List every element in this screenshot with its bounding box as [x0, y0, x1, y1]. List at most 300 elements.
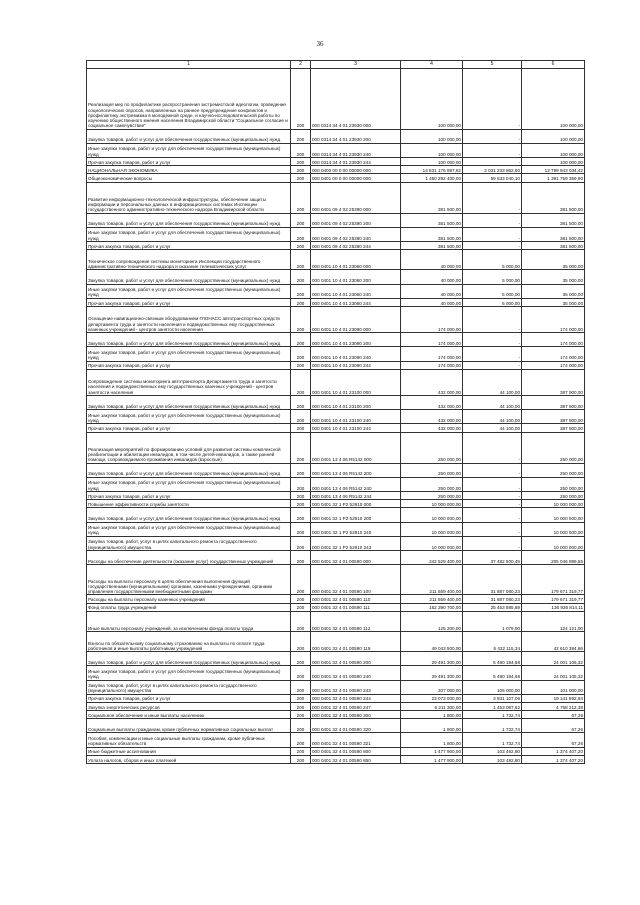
row-kbk: 000 0401 32 4 01 00590 300: [311, 711, 401, 719]
row-name: Прочая закупка товаров, работ и услуг: [87, 361, 291, 369]
row-code: 200: [291, 227, 311, 241]
row-plan: 29 491 300,00: [401, 652, 463, 666]
row-plan: 381 500,00: [401, 242, 463, 250]
row-code: 200: [291, 719, 311, 733]
row-kbk: 000 0401 10 4 01 23060 244: [311, 298, 401, 306]
row-remaining: 205 046 899,55: [522, 551, 585, 565]
row-remaining: 101 000,00: [522, 680, 585, 694]
row-code: 200: [291, 666, 311, 680]
table-row: [87, 603, 585, 611]
row-executed: 5 490 194,68: [463, 652, 522, 666]
row-kbk: 000 0401 32 4 01 00590 320: [311, 719, 401, 733]
row-kbk: 000 0401 10 4 01 23090 200: [311, 333, 401, 347]
row-remaining: 136 936 814,11: [522, 603, 585, 611]
row-remaining: 24 001 105,32: [522, 652, 585, 666]
table-row: [87, 129, 585, 143]
row-remaining: 1 374 407,20: [522, 755, 585, 763]
row-remaining: 10 000 000,00: [522, 508, 585, 522]
row-executed: -: [463, 129, 522, 143]
table-row: [87, 652, 585, 666]
row-plan: 10 000 000,00: [401, 536, 463, 550]
row-plan: 250 000,00: [401, 463, 463, 477]
row-name: Закупка товаров, работ и услуг для обеспечения государственных (муниципальных) нужд: [87, 213, 291, 227]
row-remaining: 100 000,00: [522, 143, 585, 157]
table-row: [87, 307, 585, 333]
row-plan: 1 450 292 400,00: [401, 174, 463, 182]
row-code: 200: [291, 595, 311, 603]
header-col-1: 1: [87, 61, 291, 69]
row-remaining: 67,26: [522, 711, 585, 719]
row-plan: 100 000,00: [401, 69, 463, 129]
header-col-5: 5: [463, 61, 522, 69]
table-row: [87, 250, 585, 270]
row-name: Закупка товаров, работ и услуг для обеспечения государственных (муниципальных) нужд: [87, 395, 291, 409]
row-kbk: 000 0401 32 4 01 00590 244: [311, 694, 401, 702]
row-plan: 40 000,00: [401, 284, 463, 298]
row-code: 200: [291, 424, 311, 432]
table-row: [87, 631, 585, 651]
row-name: Иные выплаты персоналу учреждений, за исключением фонда оплаты труда: [87, 611, 291, 631]
row-plan: 432 000,00: [401, 395, 463, 409]
table-row: [87, 213, 585, 227]
row-executed: -: [463, 463, 522, 477]
row-name: Иные закупки товаров, работ и услуг для обеспечения государственных (муниципальных) нужд: [87, 227, 291, 241]
row-kbk: 000 0401 32 4 01 00590 112: [311, 611, 401, 631]
row-kbk: 000 0401 13 4 06 R5142 240: [311, 477, 401, 491]
row-executed: 103 492,80: [463, 747, 522, 755]
row-code: 200: [291, 166, 311, 174]
row-code: 200: [291, 157, 311, 165]
row-executed: 59 533 040,10: [463, 174, 522, 182]
row-name: Закупка товаров, работ и услуг для обеспечения государственных (муниципальных) нужд: [87, 508, 291, 522]
row-executed: -: [463, 361, 522, 369]
row-remaining: 387 900,00: [522, 369, 585, 395]
row-code: 200: [291, 565, 311, 595]
row-remaining: 10 000 000,00: [522, 500, 585, 508]
row-remaining: 42 610 384,66: [522, 631, 585, 651]
row-plan: 1 800,00: [401, 711, 463, 719]
row-kbk: 000 0401 10 4 01 23090 240: [311, 347, 401, 361]
row-remaining: 100 000,00: [522, 69, 585, 129]
row-code: 200: [291, 213, 311, 227]
row-plan: 432 000,00: [401, 424, 463, 432]
row-name: НАЦИОНАЛЬНАЯ ЭКОНОМИКА: [87, 166, 291, 174]
header-col-3: 3: [311, 61, 401, 69]
row-name: Социальное обеспечение и иные выплаты населению: [87, 711, 291, 719]
row-plan: 174 000,00: [401, 307, 463, 333]
row-code: 200: [291, 652, 311, 666]
table-row: [87, 242, 585, 250]
row-remaining: 179 671 319,77: [522, 595, 585, 603]
row-name: Реализация мероприятий по формированию условий для развития системы комплексной реабилитации и абилитации инвалидов, в том числе детей-инвалидов, а также ранней помощи, сопровождаемого проживания инвалидов (взрослые): [87, 432, 291, 463]
row-name: Развитие информационно-технологической инфраструктуры, обеспечение защиты информации и персональных данных в информационных системах Инспекции государственного административно-технического надзора Владимирской области: [87, 182, 291, 213]
row-executed: 5 000,00: [463, 250, 522, 270]
table-row: [87, 492, 585, 500]
row-kbk: 000 0401 32 1 P2 52910 000: [311, 500, 401, 508]
row-plan: 10 000 000,00: [401, 522, 463, 536]
row-remaining: 19 141 892,94: [522, 694, 585, 702]
row-name: Расходы на обеспечение деятельности (оказание услуг) государственных учреждений: [87, 551, 291, 565]
row-remaining: 67,26: [522, 719, 585, 733]
table-row: [87, 361, 585, 369]
row-code: 200: [291, 182, 311, 213]
table-row: [87, 680, 585, 694]
row-plan: 10 000 000,00: [401, 508, 463, 522]
row-name: Техническое сопровождение системы мониторинга Инспекции государственного административно-технического надзора и оказание телематических услуг: [87, 250, 291, 270]
row-name: Закупка товаров, работ и услуг для обеспечения государственных (муниципальных) нужд: [87, 333, 291, 347]
table-row: [87, 157, 585, 165]
row-name: Реализация мер по профилактике распространения экстремистской идеологии, проведение социологических опросов, направленных на раннее предупреждение конфликтов и профилактику экстремизма в молодежной среде, и научно-исследовательской работы по изучению общественного мнения населения Владимирской области "Социальное согласие и социальное самочувствие": [87, 69, 291, 129]
row-remaining: 100 000,00: [522, 129, 585, 143]
row-kbk: 000 0401 10 4 01 23090 244: [311, 361, 401, 369]
row-name: Прочая закупка товаров, работ и услуг: [87, 424, 291, 432]
header-col-6: 6: [522, 61, 585, 69]
row-executed: 5 000,00: [463, 270, 522, 284]
table-header-row: [87, 61, 585, 69]
row-name: Социальные выплаты гражданам, кроме публичных нормативных социальных выплат: [87, 719, 291, 733]
table-row: [87, 551, 585, 565]
row-executed: 1 732,74: [463, 711, 522, 719]
row-remaining: 179 671 319,77: [522, 565, 585, 595]
row-name: Расходы на выплаты персоналу казенных учреждений: [87, 595, 291, 603]
row-remaining: 1 391 759 359,90: [522, 174, 585, 182]
row-remaining: 174 000,00: [522, 333, 585, 347]
row-plan: 29 491 300,00: [401, 666, 463, 680]
row-remaining: 174 000,00: [522, 347, 585, 361]
row-code: 200: [291, 603, 311, 611]
row-executed: -: [463, 307, 522, 333]
table-row: [87, 508, 585, 522]
row-name: Сопровождение системы мониторинга автотранспорта Департамента труда и занятости населения и подведомственных ему государственных казенных учреждений - центров занятости населения: [87, 369, 291, 395]
row-plan: 1 800,00: [401, 719, 463, 733]
table-row: [87, 174, 585, 182]
budget-table: [86, 60, 585, 764]
row-executed: 103 492,80: [463, 755, 522, 763]
row-remaining: 174 000,00: [522, 361, 585, 369]
row-code: 200: [291, 284, 311, 298]
table-row: [87, 755, 585, 763]
row-remaining: 381 500,00: [522, 242, 585, 250]
row-kbk: 000 0401 00 0 00 00000 000: [311, 174, 401, 182]
row-kbk: 000 0401 32 4 01 00590 200: [311, 652, 401, 666]
row-name: Прочая закупка товаров, работ и услуг: [87, 298, 291, 306]
row-remaining: 35 000,00: [522, 298, 585, 306]
table-row: [87, 733, 585, 747]
row-executed: 44 100,00: [463, 369, 522, 395]
row-plan: 6 211 300,00: [401, 702, 463, 710]
row-plan: 242 529 400,00: [401, 551, 463, 565]
row-code: 200: [291, 508, 311, 522]
row-code: 200: [291, 551, 311, 565]
row-name: Общеэкономические вопросы: [87, 174, 291, 182]
row-code: 200: [291, 747, 311, 755]
table-row: [87, 424, 585, 432]
row-name: Закупка товаров, работ и услуг для обеспечения государственных (муниципальных) нужд: [87, 129, 291, 143]
row-executed: -: [463, 500, 522, 508]
row-code: 200: [291, 702, 311, 710]
row-remaining: 67,26: [522, 733, 585, 747]
table-row: [87, 432, 585, 463]
row-code: 200: [291, 477, 311, 491]
row-kbk: 000 0401 32 1 P2 52910 243: [311, 536, 401, 550]
row-remaining: 174 000,00: [522, 307, 585, 333]
row-kbk: 000 0401 10 4 01 23100 244: [311, 424, 401, 432]
row-executed: -: [463, 213, 522, 227]
row-executed: -: [463, 522, 522, 536]
row-remaining: 100 000,00: [522, 157, 585, 165]
row-code: 200: [291, 270, 311, 284]
row-remaining: 1 374 407,20: [522, 747, 585, 755]
row-name: Иные закупки товаров, работ и услуг для обеспечения государственных (муниципальных) нужд: [87, 666, 291, 680]
row-plan: 14 831 176 897,62: [401, 166, 463, 174]
header-col-4: 4: [401, 61, 463, 69]
row-plan: 100 000,00: [401, 129, 463, 143]
row-executed: -: [463, 432, 522, 463]
table-row: [87, 611, 585, 631]
table-row: [87, 747, 585, 755]
row-code: 200: [291, 333, 311, 347]
row-remaining: 250 000,00: [522, 492, 585, 500]
row-code: 200: [291, 522, 311, 536]
row-plan: 10 000 000,00: [401, 500, 463, 508]
table-row: [87, 227, 585, 241]
row-kbk: 000 0401 32 4 01 00590 243: [311, 680, 401, 694]
page-number: 36: [316, 40, 324, 48]
row-plan: 49 043 500,00: [401, 631, 463, 651]
row-executed: 3 931 107,06: [463, 694, 522, 702]
row-plan: 100 000,00: [401, 143, 463, 157]
row-code: 200: [291, 611, 311, 631]
row-executed: 31 887 080,23: [463, 595, 522, 603]
row-kbk: 000 0401 32 4 01 00590 247: [311, 702, 401, 710]
table-row: [87, 565, 585, 595]
row-executed: -: [463, 69, 522, 129]
row-kbk: 000 0401 10 4 01 23100 200: [311, 395, 401, 409]
row-kbk: 000 0401 32 4 01 00590 800: [311, 747, 401, 755]
row-name: Закупка товаров, работ и услуг для обеспечения государственных (муниципальных) нужд: [87, 270, 291, 284]
row-code: 200: [291, 680, 311, 694]
row-remaining: 250 000,00: [522, 432, 585, 463]
row-plan: 1 800,00: [401, 733, 463, 747]
row-executed: -: [463, 182, 522, 213]
table-row: [87, 702, 585, 710]
row-remaining: 10 000 000,00: [522, 522, 585, 536]
row-kbk: 000 0401 10 4 01 23060 240: [311, 284, 401, 298]
row-kbk: 000 0401 13 4 06 R5142 200: [311, 463, 401, 477]
row-code: 200: [291, 395, 311, 409]
row-kbk: 000 0401 10 4 01 23090 000: [311, 307, 401, 333]
row-plan: 174 000,00: [401, 333, 463, 347]
row-kbk: 000 0401 09 4 02 25390 000: [311, 182, 401, 213]
row-executed: -: [463, 508, 522, 522]
table-row: [87, 369, 585, 395]
row-executed: 5 490 194,68: [463, 666, 522, 680]
row-code: 200: [291, 536, 311, 550]
row-kbk: 000 0400 00 0 00 00000 000: [311, 166, 401, 174]
row-executed: -: [463, 157, 522, 165]
row-executed: 2 031 233 862,60: [463, 166, 522, 174]
row-code: 200: [291, 369, 311, 395]
row-kbk: 000 0401 32 4 01 00590 240: [311, 666, 401, 680]
table-row: [87, 711, 585, 719]
row-code: 200: [291, 347, 311, 361]
row-kbk: 000 0401 09 4 02 25390 200: [311, 213, 401, 227]
row-kbk: 000 0401 32 4 01 00590 100: [311, 565, 401, 595]
row-kbk: 000 0401 32 4 01 00590 000: [311, 551, 401, 565]
row-kbk: 000 0401 10 4 01 23100 000: [311, 369, 401, 395]
row-plan: 381 500,00: [401, 182, 463, 213]
row-executed: 106 000,00: [463, 680, 522, 694]
row-code: 200: [291, 694, 311, 702]
table-row: [87, 522, 585, 536]
row-kbk: 000 0401 32 4 01 00590 111: [311, 603, 401, 611]
row-plan: 174 000,00: [401, 361, 463, 369]
table-row: [87, 666, 585, 680]
row-executed: -: [463, 492, 522, 500]
table-row: [87, 166, 585, 174]
row-name: Прочая закупка товаров, работ и услуг: [87, 492, 291, 500]
row-kbk: 000 0401 09 4 02 25390 244: [311, 242, 401, 250]
row-kbk: 000 0314 34 4 01 23930 000: [311, 69, 401, 129]
row-plan: 40 000,00: [401, 270, 463, 284]
row-executed: 44 100,00: [463, 424, 522, 432]
table-row: [87, 270, 585, 284]
table-row: [87, 719, 585, 733]
row-code: 200: [291, 242, 311, 250]
row-kbk: 000 0401 13 4 06 R5142 244: [311, 492, 401, 500]
row-executed: 31 887 080,23: [463, 565, 522, 595]
row-kbk: 000 0401 32 4 01 00590 850: [311, 755, 401, 763]
row-executed: -: [463, 347, 522, 361]
row-executed: 5 000,00: [463, 298, 522, 306]
row-kbk: 000 0401 32 1 P2 52910 200: [311, 508, 401, 522]
row-plan: 432 000,00: [401, 410, 463, 424]
row-executed: -: [463, 477, 522, 491]
row-remaining: 250 000,00: [522, 463, 585, 477]
row-plan: 1 477 900,00: [401, 755, 463, 763]
row-remaining: 35 000,00: [522, 250, 585, 270]
row-name: Иные закупки товаров, работ и услуг для обеспечения государственных (муниципальных) нужд: [87, 347, 291, 361]
row-executed: 1 079,00: [463, 611, 522, 631]
row-executed: 5 000,00: [463, 284, 522, 298]
row-remaining: 387 900,00: [522, 395, 585, 409]
table-row: [87, 347, 585, 361]
row-name: Иные закупки товаров, работ и услуг для обеспечения государственных (муниципальных) нужд: [87, 477, 291, 491]
row-code: 200: [291, 733, 311, 747]
row-name: Закупка товаров, работ, услуг в целях капитального ремонта государственного (муниципального) имущества: [87, 680, 291, 694]
row-name: Иные закупки товаров, работ и услуг для обеспечения государственных (муниципальных) нужд: [87, 143, 291, 157]
row-executed: 1 732,74: [463, 719, 522, 733]
row-executed: -: [463, 536, 522, 550]
row-plan: 162 390 700,00: [401, 603, 463, 611]
row-plan: 381 500,00: [401, 227, 463, 241]
table-row: [87, 69, 585, 129]
row-remaining: 381 500,00: [522, 227, 585, 241]
row-executed: 37 482 500,45: [463, 551, 522, 565]
row-remaining: 12 799 943 034,42: [522, 166, 585, 174]
row-plan: 125 200,00: [401, 611, 463, 631]
row-code: 200: [291, 143, 311, 157]
row-code: 200: [291, 492, 311, 500]
row-executed: 25 453 885,89: [463, 603, 522, 611]
row-name: Иные бюджетные ассигнования: [87, 747, 291, 755]
row-kbk: 000 0401 09 4 02 25390 240: [311, 227, 401, 241]
row-plan: 40 000,00: [401, 250, 463, 270]
row-code: 200: [291, 755, 311, 763]
row-executed: -: [463, 242, 522, 250]
row-plan: 211 559 400,00: [401, 595, 463, 603]
table-row: [87, 500, 585, 508]
row-name: Уплата налогов, сборов и иных платежей: [87, 755, 291, 763]
row-code: 200: [291, 432, 311, 463]
row-kbk: 000 0401 32 4 01 00590 110: [311, 595, 401, 603]
row-name: Оснащение навигационно-связным оборудованием ГЛОНАСС автотранспортных средств департамента труда и занятости населения и подведомственных ему государственных казенных учреждений - центров занятости населения: [87, 307, 291, 333]
row-name: Расходы на выплаты персоналу в целях обеспечения выполнения функций государственными (муниципальными) органами, казенными учреждениями, органами управления государственными внебюджетными фондами: [87, 565, 291, 595]
row-kbk: 000 0314 34 4 01 23930 200: [311, 129, 401, 143]
table-row: [87, 595, 585, 603]
row-plan: 432 000,00: [401, 369, 463, 395]
row-kbk: 000 0401 32 4 01 00590 119: [311, 631, 401, 651]
row-executed: 1 453 087,62: [463, 702, 522, 710]
row-remaining: 35 000,00: [522, 270, 585, 284]
row-name: Иные закупки товаров, работ и услуг для обеспечения государственных (муниципальных) нужд: [87, 284, 291, 298]
row-plan: 250 000,00: [401, 477, 463, 491]
row-kbk: 000 0314 34 4 01 23930 244: [311, 157, 401, 165]
row-remaining: 381 500,00: [522, 213, 585, 227]
row-executed: -: [463, 227, 522, 241]
table-row: [87, 284, 585, 298]
row-executed: 6 432 115,34: [463, 631, 522, 651]
table-row: [87, 410, 585, 424]
row-plan: 250 000,00: [401, 432, 463, 463]
row-code: 200: [291, 307, 311, 333]
row-code: 200: [291, 298, 311, 306]
row-plan: 23 073 000,00: [401, 694, 463, 702]
row-plan: 211 559 400,00: [401, 565, 463, 595]
row-remaining: 35 000,00: [522, 284, 585, 298]
row-plan: 381 500,00: [401, 213, 463, 227]
table-row: [87, 463, 585, 477]
row-kbk: 000 0401 32 1 P2 52910 240: [311, 522, 401, 536]
row-remaining: 387 900,00: [522, 410, 585, 424]
row-executed: 1 732,74: [463, 733, 522, 747]
row-name: Взносы по обязательному социальному страхованию на выплаты по оплате труда работников и иные выплаты работникам учреждений: [87, 631, 291, 651]
row-kbk: 000 0314 34 4 01 23930 240: [311, 143, 401, 157]
row-executed: -: [463, 143, 522, 157]
row-plan: 250 000,00: [401, 492, 463, 500]
row-code: 200: [291, 410, 311, 424]
row-name: Прочая закупка товаров, работ и услуг: [87, 694, 291, 702]
row-remaining: 387 900,00: [522, 424, 585, 432]
row-name: Закупка энергетических ресурсов: [87, 702, 291, 710]
row-plan: 174 000,00: [401, 347, 463, 361]
table-row: [87, 536, 585, 550]
row-kbk: 000 0401 32 4 01 00590 321: [311, 733, 401, 747]
row-executed: 44 100,00: [463, 395, 522, 409]
row-name: Прочая закупка товаров, работ и услуг: [87, 157, 291, 165]
row-code: 200: [291, 69, 311, 129]
row-executed: -: [463, 333, 522, 347]
row-remaining: 124 121,00: [522, 611, 585, 631]
row-name: Фонд оплаты труда учреждений: [87, 603, 291, 611]
row-plan: 207 000,00: [401, 680, 463, 694]
row-plan: 40 000,00: [401, 298, 463, 306]
table-row: [87, 694, 585, 702]
row-remaining: 24 001 105,32: [522, 666, 585, 680]
row-name: Иные закупки товаров, работ и услуг для обеспечения государственных (муниципальных) нужд: [87, 522, 291, 536]
row-code: 200: [291, 174, 311, 182]
table-row: [87, 182, 585, 213]
